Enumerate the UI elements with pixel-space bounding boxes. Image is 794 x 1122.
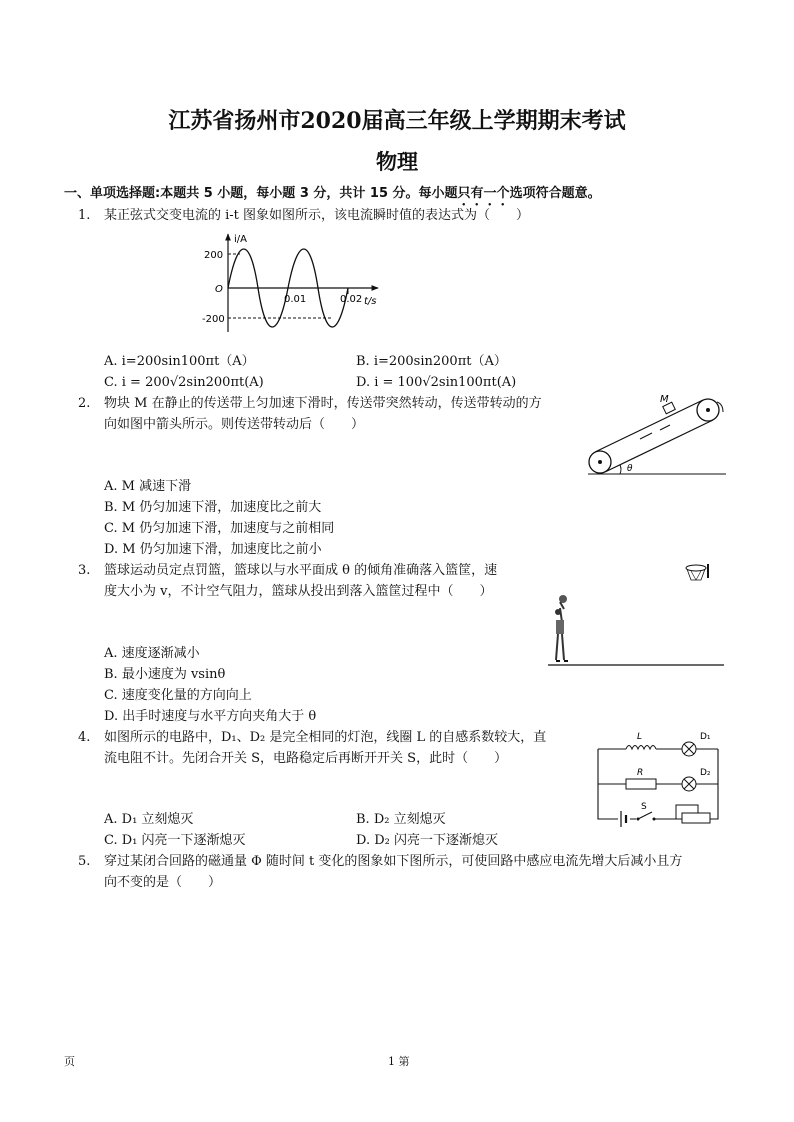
- belt-arrow-2: [660, 425, 670, 430]
- question-4-stem-line2: 流电阻不计。先闭合开关 S，电路稳定后再断开开关 S，此时（ ）: [104, 751, 508, 766]
- rotation-arrow-icon: [717, 402, 723, 412]
- q1-option-c[interactable]: C. i = 200√2sin200πt(A): [104, 375, 264, 390]
- question-3-stem-line2: 度大小为 v，不计空气阻力，篮球从投出到落入篮筐过程中（ ）: [104, 584, 493, 599]
- y-tick-neg200: -200: [202, 314, 225, 325]
- question-3-stem-line1: 篮球运动员定点罚篮，篮球以与水平面成 θ 的倾角准确落入篮筐，速: [104, 563, 498, 578]
- q1-option-a[interactable]: A. i=200sin100πt（A）: [104, 354, 255, 369]
- switch-label: S: [641, 802, 647, 812]
- question-2-stem-line1: 物块 M 在静止的传送带上匀加速下滑时，传送带突然转动，传送带转动的方: [104, 396, 542, 411]
- question-5-stem-line2: 向不变的是（ ）: [104, 875, 222, 890]
- conveyor-belt-figure: [580, 392, 730, 482]
- question-number: 1.: [78, 208, 91, 223]
- belt-bottom: [605, 420, 713, 472]
- q4-option-a[interactable]: A. D₁ 立刻熄灭: [104, 812, 194, 827]
- q3-option-b[interactable]: B. 最小速度为 vsinθ: [104, 667, 226, 682]
- footer-left: 页: [64, 1055, 75, 1068]
- belt-arrow-1: [640, 433, 652, 439]
- resistor-label: R: [637, 768, 644, 778]
- hoop-icon: [686, 564, 708, 580]
- lamp-d1-label: D₁: [700, 732, 711, 742]
- lamp-d2-label: D₂: [700, 768, 711, 778]
- origin-label: O: [215, 284, 223, 295]
- question-number: 2.: [78, 396, 91, 411]
- page-number: 1 第: [388, 1055, 410, 1068]
- q3-option-d[interactable]: D. 出手时速度与水平方向夹角大于 θ: [104, 709, 317, 724]
- subject-title: 物理: [376, 149, 418, 174]
- question-number: 4.: [78, 730, 91, 745]
- angle-arc: [620, 465, 621, 474]
- q4-option-b[interactable]: B. D₂ 立刻熄灭: [356, 812, 446, 827]
- q2-option-a[interactable]: A. M 减速下滑: [104, 479, 192, 494]
- x-tick-0.02: 0.02: [340, 294, 363, 305]
- resistor-icon: [626, 779, 656, 789]
- q4-option-c[interactable]: C. D₁ 闪亮一下逐渐熄灭: [104, 833, 246, 848]
- question-4-stem-line1: 如图所示的电路中，D₁、D₂ 是完全相同的灯泡，线圈 L 的自感系数较大，直: [104, 730, 547, 745]
- block-label: M: [660, 394, 669, 405]
- x-tick-0.01: 0.01: [284, 294, 307, 305]
- q3-option-a[interactable]: A. 速度逐渐减小: [104, 646, 200, 661]
- question-number: 3.: [78, 563, 91, 578]
- section-header: [64, 182, 601, 209]
- q3-option-c[interactable]: C. 速度变化量的方向向上: [104, 688, 252, 703]
- basketball-figure: [544, 560, 726, 670]
- rheostat-icon: [682, 813, 710, 823]
- q1-option-d[interactable]: D. i = 100√2sin100πt(A): [356, 375, 517, 390]
- question-number: 5.: [78, 854, 91, 869]
- section-header-post: 选项符合题意。: [509, 186, 601, 201]
- x-axis-label: t/s: [364, 296, 377, 307]
- section-header-emphasis: 只有一个: [457, 186, 510, 201]
- section-header-pre: 一、单项选择题:本题共 5 小题，每小题 3 分，共计 15 分。每小题: [64, 186, 458, 201]
- q1-option-b[interactable]: B. i=200sin200πt（A）: [356, 354, 507, 369]
- question-5-stem-line1: 穿过某闭合回路的磁通量 Φ 随时间 t 变化的图象如下图所示，可使回路中感应电流先增大后减小且方: [104, 854, 683, 869]
- circuit-diagram: [590, 727, 725, 827]
- q2-option-b[interactable]: B. M 仍匀加速下滑，加速度比之前大: [104, 500, 322, 515]
- exam-title: 江苏省扬州市2020届高三年级上学期期末考试: [168, 108, 626, 134]
- q4-option-d[interactable]: D. D₂ 闪亮一下逐渐熄灭: [356, 833, 498, 848]
- player-icon: [555, 595, 568, 661]
- angle-label: θ: [627, 464, 633, 474]
- it-graph: [196, 228, 396, 334]
- belt-top: [595, 400, 703, 452]
- inductor-coil: [626, 746, 656, 750]
- y-tick-200: 200: [204, 250, 224, 261]
- question-2-stem-line2: 向如图中箭头所示。则传送带转动后（ ）: [104, 417, 365, 432]
- question-1-stem: 某正弦式交变电流的 i-t 图象如图所示，该电流瞬时值的表达式为（ ）: [104, 208, 530, 223]
- q2-option-d[interactable]: D. M 仍匀加速下滑，加速度比之前小: [104, 542, 322, 557]
- q2-option-c[interactable]: C. M 仍匀加速下滑，加速度与之前相同: [104, 521, 335, 536]
- y-axis-label: i/A: [234, 234, 247, 245]
- inductor-label: L: [637, 732, 643, 742]
